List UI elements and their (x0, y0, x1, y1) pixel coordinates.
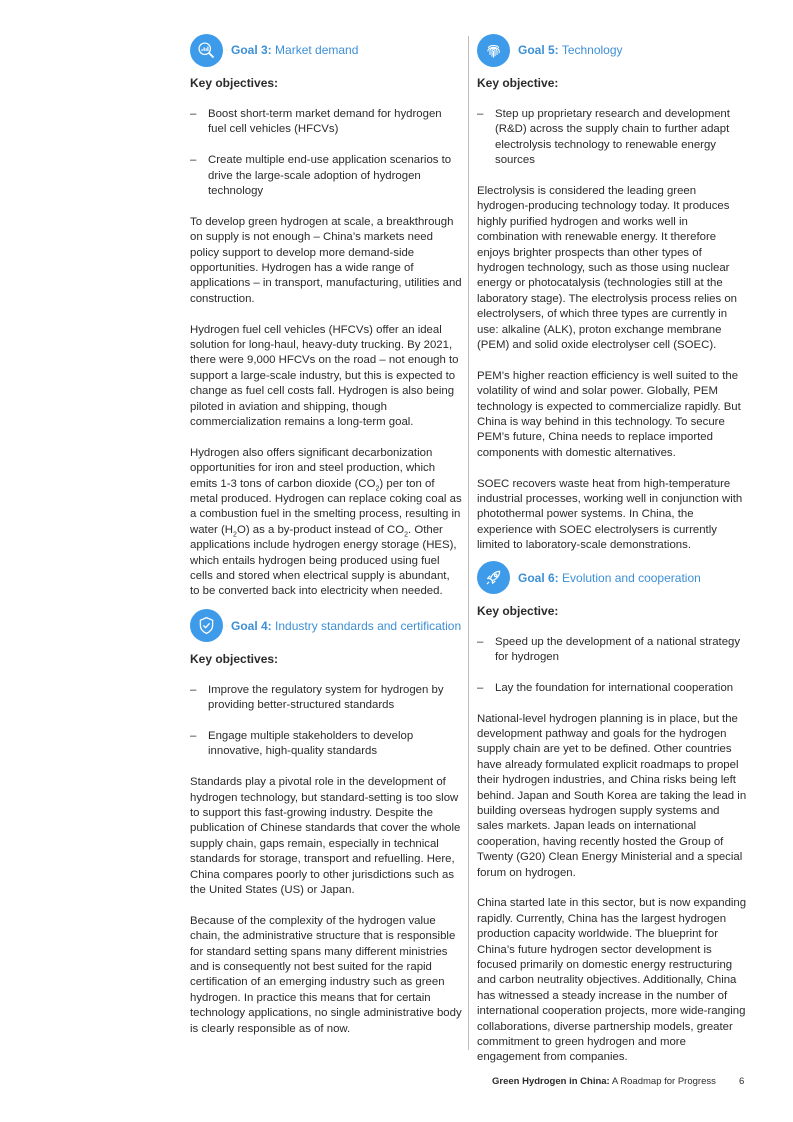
goal-6-key-objective-label: Key objective: (477, 603, 559, 618)
goal-4-key-objectives-label: Key objectives: (190, 651, 279, 666)
goal-6-objectives (477, 635, 749, 697)
paragraph: Hydrogen also offers significant decarbonization opportunities for iron and steel production, which emits 1-3 tons of carbon dioxide $(CO_2)$ per ton of metal produced. Hydrogen can replace coking coal as a combustion fuel in the smelting process, resulting in water $(H_2O)$ as a by-product instead of $CO_2$. Other applications include hydrogen energy storage (HES), which entails hydrogen being produced using fuel cells and stored when electrical supply is abundant, to be converted back into electricity when needed. (190, 446, 462, 598)
market-search-icon (190, 34, 223, 67)
paragraph: Hydrogen fuel cell vehicles (HFCVs) offer an ideal solution for long-haul, heavy-duty trucking. By 2021, there were 9,000 HFCVs on the road – not enough to support a large-scale industry, but this is expected to change as fuel cell costs fall. Hydrogen is also being piloted in aviation and shipping, though commercialization remains a long-term goal. (190, 323, 459, 428)
right-column (477, 32, 749, 1081)
paragraph: Electrolysis is considered the leading green hydrogen-producing technology today. It produces highly purified hydrogen and works well in combination with renewable energy. It therefore enjoys brighter prospects than other types of hydrogen technology, such as those using nuclear energy or photocatalysis (technologies still at the laboratory stage). The electrolysis process relies on electrolysers, of which three types are currently in use: alkaline (ALK), proton exchange membrane (PEM) and solid oxide electrolyser cell (SOEC). (477, 184, 737, 351)
list-item: – Improve the regulatory system for hydrogen by providing better-structured standards (190, 683, 444, 712)
goal-4-title: Goal 4: Industry standards and certification (231, 618, 462, 633)
paragraph: PEM’s higher reaction efficiency is well suited to the volatility of wind and solar power. Globally, PEM technology is expected to commercialize rapidly. But China is way behind in this technology. To secure PEM’s future, China needs to replace imported components with domestic alternatives. (477, 369, 741, 459)
list-item: – Speed up the development of a national strategy for hydrogen (477, 635, 741, 663)
paragraph: Because of the complexity of the hydrogen value chain, the administrative structure that is responsible for standard setting spans many different ministries and is consequently not best suited for the rapid certification of an emerging industry such as green hydrogen. In practice this means that for certain technology applications, no single administrative body is clearly responsible as of now. (190, 914, 462, 1035)
goal-5-objectives (477, 107, 749, 169)
paragraph: China started late in this sector, but is now expanding rapidly. Currently, China has the largest hydrogen production capacity worldwide. The blueprint for China’s future hydrogen sector development is focused primarily on domestic energy restructuring and carbon neutrality objectives. Additionally, China has witnessed a steady increase in the number of international cooperation projects, more wide-ranging collaborations, diverse partnership models, greater commitment to green hydrogen and more engagement from companies. (477, 897, 747, 1064)
paragraph: Standards play a pivotal role in the development of hydrogen technology, but standard-setting is too slow to support this fast-growing industry. Despite the publication of Chinese standards that cover the whole supply chain, gaps remain, especially in technical standards for storage, transport and refuelling. Here, China compares poorly to other jurisdictions such as the United States (US) or Japan. (190, 776, 461, 896)
list-item: – Boost short-term market demand for hydrogen fuel cell vehicles (HFCVs) (190, 107, 442, 136)
goal-6-title: Goal 6: Evolution and cooperation (518, 570, 701, 585)
goal-4-header (190, 608, 462, 644)
page-footer: Green Hydrogen in China: A Roadmap for Progress (492, 1076, 716, 1087)
goal-5-header (477, 32, 749, 68)
paragraph: National-level hydrogen planning is in place, but the development pathway and goals for the hydrogen supply chain are yet to be defined. Other countries have already formulated explicit roadmaps to propel their hydrogen industries, and China risks being left behind. Japan and South Korea are taking the lead in building overseas hydrogen supply systems and sales markets. Japan leads on international cooperation, having recently hosted the Group of Twenty (G20) Clean Energy Ministerial and a special forum on hydrogen. (477, 712, 747, 879)
goal-3-objectives (190, 107, 462, 199)
goal-3-key-objectives-label: Key objectives: (190, 76, 279, 90)
left-column (190, 32, 462, 1052)
goal-5-title: Goal 5: Technology (518, 43, 623, 57)
page-number: 6 (739, 1076, 745, 1087)
goal-3-title: Goal 3: Market demand (231, 43, 359, 57)
goal-6-header (477, 560, 749, 596)
goal-3-header (190, 32, 462, 68)
fingerprint-icon (477, 34, 510, 67)
column-divider (468, 36, 469, 1050)
shield-check-icon (190, 609, 223, 642)
goal-5-key-objective-label: Key objective: (477, 76, 559, 90)
list-item: – Create multiple end-use application scenarios to drive the large-scale adoption of hydrogen technology (190, 154, 452, 197)
rocket-icon (477, 561, 510, 594)
list-item: – Step up proprietary research and development (R&D) across the supply chain to further adapt electrolysis technology to renewable energy sources (477, 107, 730, 167)
list-item: – Engage multiple stakeholders to develop innovative, high-quality standards (190, 729, 414, 758)
paragraph: SOEC recovers waste heat from high-temperature industrial processes, working well in conjunction with photothermal power systems. In China, the experience with SOEC electrolysers is currently limited to laboratory-scale demonstrations. (477, 477, 743, 552)
paragraph: To develop green hydrogen at scale, a breakthrough on supply is not enough – China’s markets need policy support to develop more demand-side opportunities. Hydrogen has a wide range of applications – in transport, manufacturing, utilities and construction. (190, 215, 462, 305)
goal-4-objectives (190, 683, 462, 760)
list-item: – Lay the foundation for international cooperation (477, 681, 734, 694)
